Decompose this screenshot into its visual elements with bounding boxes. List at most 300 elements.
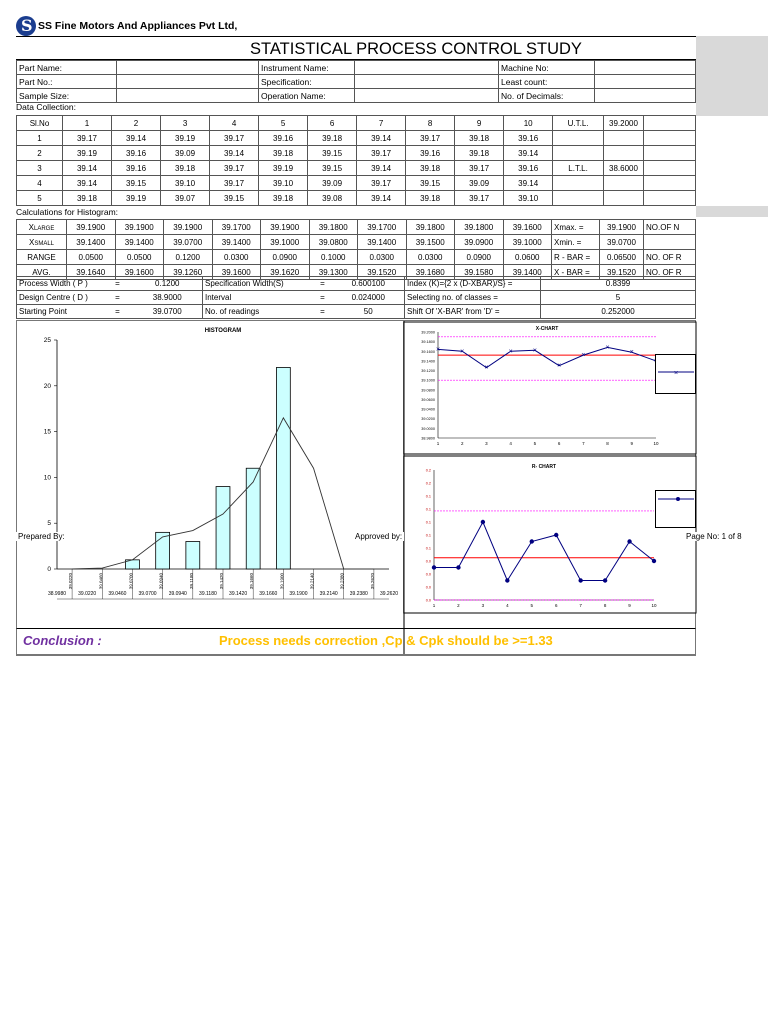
data-point xyxy=(578,578,582,582)
dc-cell: 39.16 xyxy=(406,146,455,161)
dc-cell xyxy=(604,191,644,206)
svg-text:×: × xyxy=(673,370,679,377)
summary-cell: = xyxy=(103,277,133,291)
summary-cell: Selecting no. of classes = xyxy=(405,291,541,305)
data-collection-label: Data Collection: xyxy=(16,102,77,112)
summary-cell: Specification Width(S) xyxy=(203,277,313,291)
x-lower-label: 39.2380 xyxy=(349,591,368,597)
chart-x-tick-label: 5 xyxy=(533,441,537,446)
x-lower-label: 39.0460 xyxy=(108,591,127,597)
page-number: Page No: 1 of 8 xyxy=(686,532,742,541)
chart-y-tick-label: 39.1200 xyxy=(421,369,435,374)
histogram-bar xyxy=(246,468,260,569)
chart-x-tick-label: 8 xyxy=(603,603,607,608)
info-value[interactable] xyxy=(355,89,499,103)
info-value[interactable] xyxy=(355,61,499,75)
chart-y-tick-label: 0.0 xyxy=(425,598,431,603)
dc-cell: 39.09 xyxy=(455,176,504,191)
dc-cell: 39.17 xyxy=(210,176,259,191)
calc-cell: 39.1800 xyxy=(309,220,358,235)
dc-cell: 39.17 xyxy=(210,131,259,146)
dc-header-cell: 2 xyxy=(112,116,161,131)
data-point: × xyxy=(581,352,586,360)
dc-cell: 39.15 xyxy=(308,161,357,176)
page-title: STATISTICAL PROCESS CONTROL STUDY xyxy=(16,36,696,60)
calc-row xyxy=(17,220,696,235)
histogram-calc-table xyxy=(16,219,696,280)
calc-cell: 39.1680 xyxy=(406,265,455,280)
chart-title: R- CHART xyxy=(531,464,557,470)
x-tick-label: 39.0220 xyxy=(68,573,74,590)
data-point: × xyxy=(532,347,537,355)
info-label: Sample Size: xyxy=(17,89,117,103)
calc-key: R - BAR = xyxy=(552,250,600,265)
calc-cell: 0.0300 xyxy=(358,250,407,265)
x-tick-label: 39.0460 xyxy=(98,573,104,590)
summary-cell: Design Centre ( D ) xyxy=(17,291,103,305)
dc-cell: 39.19 xyxy=(63,146,112,161)
calc-row-label xyxy=(17,235,67,250)
dc-cell: 39.10 xyxy=(161,176,210,191)
chart-title: X-CHART xyxy=(535,326,559,332)
prepared-by: Prepared By: xyxy=(18,532,65,541)
chart-y-tick-label: 0.2 xyxy=(425,481,431,486)
calc-row-label xyxy=(17,250,67,265)
chart-x-tick-label: 9 xyxy=(630,441,634,446)
conclusion-text: Process needs correction ,Cp & Cpk should be >=1.33 xyxy=(219,633,553,648)
dc-header-cell: 5 xyxy=(259,116,308,131)
x-lower-label: 39.1180 xyxy=(199,591,217,597)
info-label: Part Name: xyxy=(17,61,117,75)
calc-cell: 39.0700 xyxy=(164,235,213,250)
dc-header-row xyxy=(17,116,696,131)
calc-cell: 39.0800 xyxy=(309,235,358,250)
dc-cell: 39.08 xyxy=(308,191,357,206)
x-lower-label: 39.0220 xyxy=(78,591,97,597)
summary-cell: = xyxy=(103,291,133,305)
summary-cell: 0.1200 xyxy=(133,277,203,291)
calc-key: Xmin. = xyxy=(552,235,600,250)
dc-header-cell: 1 xyxy=(63,116,112,131)
calc-value: 39.0700 xyxy=(600,235,644,250)
dc-cell xyxy=(553,191,604,206)
dc-cell xyxy=(644,176,696,191)
data-point xyxy=(603,578,607,582)
calc-cell: 39.1900 xyxy=(261,220,310,235)
dc-cell: 39.17 xyxy=(357,146,406,161)
approved-by: Approved by: xyxy=(355,532,403,541)
calc-cell: 39.1400 xyxy=(67,235,116,250)
summary-cell: = xyxy=(313,277,333,291)
dc-cell: 39.16 xyxy=(504,131,553,146)
calc-row xyxy=(17,235,696,250)
chart-y-tick-label: 0.1 xyxy=(425,520,431,525)
dc-cell: 39.18 xyxy=(308,131,357,146)
calc-row xyxy=(17,250,696,265)
dc-cell: 39.19 xyxy=(161,131,210,146)
calc-cell: 39.1260 xyxy=(164,265,213,280)
chart-x-tick-label: 1 xyxy=(432,603,436,608)
dc-header-cell: 7 xyxy=(357,116,406,131)
calc-cell: 39.0900 xyxy=(455,235,504,250)
info-label: Instrument Name: xyxy=(259,61,355,75)
calc-cell: 39.1400 xyxy=(212,235,261,250)
dc-cell xyxy=(644,161,696,176)
calc-cell: 39.1580 xyxy=(455,265,504,280)
calc-cell: 0.0300 xyxy=(212,250,261,265)
company-logo-icon xyxy=(16,16,36,36)
table-row xyxy=(17,146,696,161)
dc-cell: 38.6000 xyxy=(604,161,644,176)
dc-header-cell: 39.2000 xyxy=(604,116,644,131)
chart-x-tick-label: 2 xyxy=(460,441,464,446)
dc-cell: 39.16 xyxy=(112,161,161,176)
info-label: Part No.: xyxy=(17,75,117,89)
calc-extra: NO. OF R xyxy=(644,265,696,280)
calc-row-label xyxy=(17,220,67,235)
y-tick-label: 25 xyxy=(43,337,51,344)
dc-header-cell: 10 xyxy=(504,116,553,131)
dc-cell: 39.14 xyxy=(210,146,259,161)
dc-cell: 39.15 xyxy=(112,176,161,191)
data-point: × xyxy=(605,344,610,352)
dc-cell: 39.19 xyxy=(112,191,161,206)
summary-cell: 38.9000 xyxy=(133,291,203,305)
summary-row xyxy=(17,277,696,291)
table-row xyxy=(17,191,696,206)
x-lower-label: 38.9980 xyxy=(47,591,67,597)
x-lower-label: 39.2140 xyxy=(319,591,338,597)
table-row xyxy=(17,176,696,191)
info-row xyxy=(17,89,696,103)
calc-value: 0.06500 xyxy=(600,250,644,265)
calc-cell: 0.0300 xyxy=(406,250,455,265)
dc-cell: 39.14 xyxy=(504,176,553,191)
data-point xyxy=(505,578,509,582)
summary-cell: 0.600100 xyxy=(333,277,405,291)
calc-cell: 0.0900 xyxy=(261,250,310,265)
calc-cell: 39.1400 xyxy=(358,235,407,250)
dc-cell: 39.16 xyxy=(259,131,308,146)
summary-cell: 50 xyxy=(333,305,405,319)
dc-cell: 39.14 xyxy=(357,131,406,146)
summary-cell: No. of readings xyxy=(203,305,313,319)
calc-label-main: RANGE xyxy=(27,252,56,262)
x-lower-label: 39.2620 xyxy=(379,591,399,597)
calc-value: 39.1900 xyxy=(600,220,644,235)
data-point: × xyxy=(460,348,465,356)
info-label: No. of Decimals: xyxy=(499,89,595,103)
data-point xyxy=(481,520,485,524)
calc-cell: 39.1900 xyxy=(67,220,116,235)
summary-table xyxy=(16,276,696,319)
dc-cell: 39.10 xyxy=(504,191,553,206)
dc-cell xyxy=(604,176,644,191)
dc-cell: 39.16 xyxy=(504,161,553,176)
calc-label-sub: LARGE xyxy=(34,225,55,232)
calc-cell: 39.1400 xyxy=(115,235,164,250)
chart-y-tick-label: 39.0000 xyxy=(421,426,435,431)
calc-value: 39.1520 xyxy=(600,265,644,280)
calc-cell: 39.1600 xyxy=(503,220,552,235)
chart-y-tick-label: 39.0200 xyxy=(421,417,435,422)
grey-band xyxy=(696,36,768,116)
calc-label-sub: SMALL xyxy=(34,240,55,247)
summary-cell: 0.252000 xyxy=(541,305,696,319)
dc-cell: 39.18 xyxy=(259,191,308,206)
summary-cell: = xyxy=(313,305,333,319)
chart-y-tick-label: 39.1600 xyxy=(421,349,435,354)
dc-cell xyxy=(553,131,604,146)
chart-x-tick-label: 7 xyxy=(579,603,582,608)
dc-cell: 39.09 xyxy=(308,176,357,191)
calc-cell: 39.1900 xyxy=(115,220,164,235)
dc-cell: 39.15 xyxy=(406,176,455,191)
company-header xyxy=(16,16,416,36)
calc-cell: 39.1000 xyxy=(261,235,310,250)
y-tick-label: 0 xyxy=(47,566,51,573)
info-value[interactable] xyxy=(355,75,499,89)
chart-x-tick-label: 2 xyxy=(457,603,460,608)
dc-cell: 39.14 xyxy=(63,176,112,191)
chart-y-tick-label: 38.9800 xyxy=(421,436,435,441)
calc-cell: 39.1800 xyxy=(406,220,455,235)
x-lower-label: 39.0700 xyxy=(138,591,157,597)
dc-cell xyxy=(553,146,604,161)
chart-x-tick-label: 3 xyxy=(481,603,485,608)
dc-cell: 2 xyxy=(17,146,63,161)
x-tick-label: 39.0700 xyxy=(128,573,134,590)
chart-y-tick-label: 0.1 xyxy=(425,546,431,551)
x-lower-label: 39.0940 xyxy=(168,591,187,597)
dc-cell: 39.17 xyxy=(63,131,112,146)
x-tick-label: 39.2380 xyxy=(339,573,345,590)
summary-cell: 0.8399 xyxy=(541,277,696,291)
chart-y-tick-label: 0.2 xyxy=(425,468,431,473)
conclusion-label: Conclusion : xyxy=(23,633,102,648)
chart-x-tick-label: 4 xyxy=(509,441,512,446)
dc-cell: 39.17 xyxy=(455,161,504,176)
calc-cell: 39.1620 xyxy=(261,265,310,280)
x-tick-label: 39.1900 xyxy=(279,573,285,590)
chart-x-tick-label: 3 xyxy=(485,441,488,446)
dc-cell: 39.09 xyxy=(161,146,210,161)
calc-extra: NO.OF N xyxy=(644,220,696,235)
dc-cell xyxy=(644,191,696,206)
chart-y-tick-label: 0.0 xyxy=(425,585,431,590)
x-tick-label: 39.1180 xyxy=(188,573,194,589)
dc-cell: 39.18 xyxy=(259,146,308,161)
calc-label-main: X xyxy=(28,237,35,247)
calc-cell: 0.0500 xyxy=(115,250,164,265)
dc-cell: 39.10 xyxy=(259,176,308,191)
dc-cell: 39.18 xyxy=(63,191,112,206)
calc-cell: 39.1520 xyxy=(358,265,407,280)
summary-cell: Index (K)={2 x (D-XBAR)/S} = xyxy=(405,277,541,291)
info-value[interactable] xyxy=(595,75,696,89)
chart-x-tick-label: 5 xyxy=(530,603,534,608)
dc-header-cell: Sl.No xyxy=(17,116,63,131)
chart-x-tick-label: 4 xyxy=(506,603,509,608)
y-tick-label: 10 xyxy=(43,474,51,482)
calc-cell: 39.1900 xyxy=(164,220,213,235)
dc-header-cell: 8 xyxy=(406,116,455,131)
dc-cell: 39.17 xyxy=(210,161,259,176)
x-lower-label: 39.1900 xyxy=(289,591,308,597)
calc-label: Calculations for Histogram: xyxy=(16,207,119,217)
dc-cell: 39.14 xyxy=(112,131,161,146)
chart-y-tick-label: 0.0 xyxy=(425,572,431,577)
calc-cell: 39.1600 xyxy=(212,265,261,280)
dc-cell: 39.18 xyxy=(406,191,455,206)
dc-cell xyxy=(644,146,696,161)
histogram-title: HISTOGRAM xyxy=(204,328,242,334)
x-tick-label: 39.2620 xyxy=(369,573,375,590)
chart-y-tick-label: 39.0800 xyxy=(421,388,435,393)
summary-cell: Shift Of 'X-BAR' from 'D' = xyxy=(405,305,541,319)
info-value[interactable] xyxy=(595,61,696,75)
info-label: Specification: xyxy=(259,75,355,89)
dc-cell: 39.19 xyxy=(259,161,308,176)
chart-x-tick-label: 10 xyxy=(651,603,657,608)
dc-cell xyxy=(604,131,644,146)
summary-cell: Starting Point xyxy=(17,305,103,319)
dc-header-cell xyxy=(644,116,696,131)
y-tick-label: 5 xyxy=(47,520,51,528)
data-point: × xyxy=(484,364,489,372)
calc-cell: 0.1000 xyxy=(309,250,358,265)
info-value[interactable] xyxy=(117,61,259,75)
info-row xyxy=(17,75,696,89)
info-value[interactable] xyxy=(595,89,696,103)
footer xyxy=(16,532,768,544)
summary-row xyxy=(17,291,696,305)
x-tick-label: 39.1660 xyxy=(249,573,255,590)
data-point xyxy=(432,565,436,569)
info-value[interactable] xyxy=(117,89,259,103)
x-tick-label: 39.2140 xyxy=(309,573,315,590)
chart-y-tick-label: 39.1400 xyxy=(421,359,435,364)
dc-header-cell: 9 xyxy=(455,116,504,131)
info-row xyxy=(17,61,696,75)
dc-cell: 39.15 xyxy=(308,146,357,161)
summary-cell: = xyxy=(103,305,133,319)
calc-cell: 39.1000 xyxy=(503,235,552,250)
dc-cell: 39.14 xyxy=(504,146,553,161)
calc-extra xyxy=(644,235,696,250)
dc-cell: 3 xyxy=(17,161,63,176)
chart-x-tick-label: 8 xyxy=(606,441,609,446)
data-point: × xyxy=(508,348,513,356)
calc-cell: 39.1600 xyxy=(115,265,164,280)
summary-cell: 39.0700 xyxy=(133,305,203,319)
dc-header-cell: U.T.L. xyxy=(553,116,604,131)
info-value[interactable] xyxy=(117,75,259,89)
dc-cell xyxy=(604,146,644,161)
grey-band-2 xyxy=(696,206,768,217)
chart-y-tick-label: 0.0 xyxy=(425,559,431,564)
histogram-bar xyxy=(186,542,200,569)
info-label: Machine No: xyxy=(499,61,595,75)
dc-cell: 39.17 xyxy=(357,176,406,191)
calc-cell: 0.0600 xyxy=(503,250,552,265)
chart-y-tick-label: 0.1 xyxy=(425,494,431,499)
dc-header-cell: 3 xyxy=(161,116,210,131)
chart-x-tick-label: 7 xyxy=(582,441,585,446)
dc-cell: 39.17 xyxy=(406,131,455,146)
r-chart-legend xyxy=(655,490,696,528)
dc-cell: 39.18 xyxy=(455,146,504,161)
data-point xyxy=(456,565,460,569)
y-tick-label: 15 xyxy=(43,428,51,436)
info-label: Least count: xyxy=(499,75,595,89)
data-point: × xyxy=(557,362,562,370)
dc-cell: 39.14 xyxy=(357,161,406,176)
calc-cell: 39.1300 xyxy=(309,265,358,280)
data-point: × xyxy=(629,349,634,357)
x-tick-label: 39.1420 xyxy=(219,573,224,590)
dc-cell: 39.14 xyxy=(63,161,112,176)
calc-cell: 39.1500 xyxy=(406,235,455,250)
calc-label-main: X xyxy=(28,222,34,232)
dc-header-cell: 4 xyxy=(210,116,259,131)
conclusion-bar xyxy=(16,628,696,656)
chart-y-tick-label: 39.0400 xyxy=(421,407,435,412)
data-point: × xyxy=(435,346,441,354)
x-lower-label: 39.1660 xyxy=(259,591,278,597)
summary-cell: = xyxy=(313,291,333,305)
calc-cell: 39.1700 xyxy=(358,220,407,235)
info-table xyxy=(16,60,696,103)
chart-x-tick-label: 1 xyxy=(436,441,440,446)
dc-cell: 39.15 xyxy=(210,191,259,206)
calc-cell: 0.0500 xyxy=(67,250,116,265)
summary-cell: 5 xyxy=(541,291,696,305)
dc-cell: 39.18 xyxy=(455,131,504,146)
calc-cell: 39.1400 xyxy=(503,265,552,280)
calc-key: Xmax. = xyxy=(552,220,600,235)
chart-x-tick-label: 10 xyxy=(653,441,659,446)
chart-y-tick-label: 39.0600 xyxy=(421,397,435,402)
table-row xyxy=(17,161,696,176)
summary-cell: Interval xyxy=(203,291,313,305)
calc-cell: 0.0900 xyxy=(455,250,504,265)
calc-cell: 39.1800 xyxy=(455,220,504,235)
summary-cell: 0.024000 xyxy=(333,291,405,305)
dc-cell: 39.18 xyxy=(161,161,210,176)
dc-cell: 39.18 xyxy=(406,161,455,176)
histogram-bar xyxy=(216,487,230,569)
x-chart-legend xyxy=(655,354,696,394)
dc-cell: 1 xyxy=(17,131,63,146)
summary-cell: Process Width ( P ) xyxy=(17,277,103,291)
calc-cell: 0.1200 xyxy=(164,250,213,265)
chart-y-tick-label: 0.1 xyxy=(425,533,431,538)
calc-label-main: AVG. xyxy=(32,267,51,277)
dc-cell: 4 xyxy=(17,176,63,191)
table-row xyxy=(17,131,696,146)
data-point xyxy=(652,559,656,563)
summary-row xyxy=(17,305,696,319)
dc-cell xyxy=(553,176,604,191)
dc-cell: 39.17 xyxy=(455,191,504,206)
x-lower-label: 39.1420 xyxy=(229,591,248,597)
chart-y-tick-label: 0.1 xyxy=(425,507,431,512)
histogram-chart xyxy=(19,322,399,628)
dc-cell: 39.16 xyxy=(112,146,161,161)
chart-y-tick-label: 39.1800 xyxy=(421,340,435,345)
calc-cell: 39.1700 xyxy=(212,220,261,235)
